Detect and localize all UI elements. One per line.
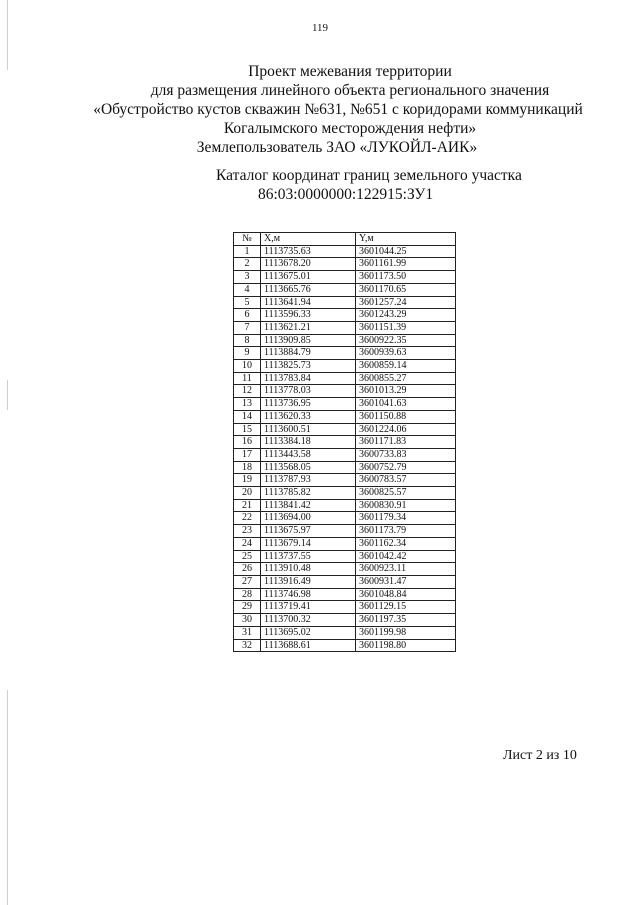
x-coordinate-cell: 1113909.85 bbox=[261, 334, 356, 347]
y-coordinate-cell: 3601150.88 bbox=[356, 410, 456, 423]
point-number-cell: 21 bbox=[234, 499, 261, 512]
column-header-x: X,м bbox=[261, 233, 356, 246]
y-coordinate-cell: 3600939.63 bbox=[356, 347, 456, 360]
x-coordinate-cell: 1113596.33 bbox=[261, 309, 356, 322]
y-coordinate-cell: 3601224.06 bbox=[356, 423, 456, 436]
x-coordinate-cell: 1113783.84 bbox=[261, 372, 356, 385]
page-number: 119 bbox=[311, 22, 329, 34]
point-number-cell: 30 bbox=[234, 614, 261, 627]
point-number-cell: 18 bbox=[234, 461, 261, 474]
y-coordinate-cell: 3601129.15 bbox=[356, 601, 456, 614]
point-number-cell: 17 bbox=[234, 448, 261, 461]
coordinates-table bbox=[233, 232, 456, 652]
title-line: Проект межевания территории bbox=[248, 63, 452, 80]
point-number-cell: 9 bbox=[234, 347, 261, 360]
point-number-cell: 14 bbox=[234, 410, 261, 423]
table-row bbox=[234, 296, 456, 309]
point-number-cell: 5 bbox=[234, 296, 261, 309]
point-number-cell: 12 bbox=[234, 385, 261, 398]
point-number-cell: 1 bbox=[234, 245, 261, 258]
x-coordinate-cell: 1113679.14 bbox=[261, 537, 356, 550]
y-coordinate-cell: 3601161.99 bbox=[356, 258, 456, 271]
table-row bbox=[234, 423, 456, 436]
catalog-heading bbox=[0, 166, 640, 204]
column-header-y: Y,м bbox=[356, 233, 456, 246]
y-coordinate-cell: 3601042.42 bbox=[356, 550, 456, 563]
point-number-cell: 4 bbox=[234, 283, 261, 296]
table-row bbox=[234, 575, 456, 588]
point-number-cell: 6 bbox=[234, 309, 261, 322]
y-coordinate-cell: 3600783.57 bbox=[356, 474, 456, 487]
x-coordinate-cell: 1113678.20 bbox=[261, 258, 356, 271]
x-coordinate-cell: 1113695.02 bbox=[261, 626, 356, 639]
point-number-cell: 26 bbox=[234, 563, 261, 576]
table-row bbox=[234, 385, 456, 398]
table-header-row bbox=[234, 233, 456, 246]
binding-margin-mark bbox=[7, 0, 8, 70]
table-row bbox=[234, 614, 456, 627]
x-coordinate-cell: 1113787.93 bbox=[261, 474, 356, 487]
point-number-cell: 20 bbox=[234, 487, 261, 500]
point-number-cell: 2 bbox=[234, 258, 261, 271]
x-coordinate-cell: 1113785.82 bbox=[261, 487, 356, 500]
point-number-cell: 19 bbox=[234, 474, 261, 487]
point-number-cell: 15 bbox=[234, 423, 261, 436]
y-coordinate-cell: 3601048.84 bbox=[356, 588, 456, 601]
table-row bbox=[234, 639, 456, 652]
x-coordinate-cell: 1113688.61 bbox=[261, 639, 356, 652]
point-number-cell: 11 bbox=[234, 372, 261, 385]
x-coordinate-cell: 1113735.63 bbox=[261, 245, 356, 258]
table-row bbox=[234, 563, 456, 576]
table-row bbox=[234, 512, 456, 525]
point-number-cell: 16 bbox=[234, 436, 261, 449]
table-row bbox=[234, 550, 456, 563]
y-coordinate-cell: 3601171.83 bbox=[356, 436, 456, 449]
point-number-cell: 13 bbox=[234, 398, 261, 411]
table-row bbox=[234, 525, 456, 538]
y-coordinate-cell: 3601198.80 bbox=[356, 639, 456, 652]
point-number-cell: 10 bbox=[234, 360, 261, 373]
cadastral-number: 86:03:0000000:122915:ЗУ1 bbox=[258, 186, 434, 203]
y-coordinate-cell: 3601162.34 bbox=[356, 537, 456, 550]
table-row bbox=[234, 360, 456, 373]
point-number-cell: 25 bbox=[234, 550, 261, 563]
x-coordinate-cell: 1113675.97 bbox=[261, 525, 356, 538]
y-coordinate-cell: 3601041.63 bbox=[356, 398, 456, 411]
y-coordinate-cell: 3600733.83 bbox=[356, 448, 456, 461]
x-coordinate-cell: 1113910.48 bbox=[261, 563, 356, 576]
table-row bbox=[234, 245, 456, 258]
table-row bbox=[234, 499, 456, 512]
table-row bbox=[234, 372, 456, 385]
x-coordinate-cell: 1113825.73 bbox=[261, 360, 356, 373]
y-coordinate-cell: 3601179.34 bbox=[356, 512, 456, 525]
table-row bbox=[234, 626, 456, 639]
x-coordinate-cell: 1113443.58 bbox=[261, 448, 356, 461]
table-row bbox=[234, 601, 456, 614]
x-coordinate-cell: 1113719.41 bbox=[261, 601, 356, 614]
x-coordinate-cell: 1113694.00 bbox=[261, 512, 356, 525]
sheet-label: Лист 2 из 10 bbox=[503, 748, 577, 763]
y-coordinate-cell: 3600855.27 bbox=[356, 372, 456, 385]
binding-margin-mark bbox=[7, 380, 8, 410]
x-coordinate-cell: 1113641.94 bbox=[261, 296, 356, 309]
table-row bbox=[234, 398, 456, 411]
y-coordinate-cell: 3601173.79 bbox=[356, 525, 456, 538]
table-row bbox=[234, 474, 456, 487]
x-coordinate-cell: 1113737.55 bbox=[261, 550, 356, 563]
x-coordinate-cell: 1113736.95 bbox=[261, 398, 356, 411]
table-row bbox=[234, 283, 456, 296]
x-coordinate-cell: 1113384.18 bbox=[261, 436, 356, 449]
table-row bbox=[234, 321, 456, 334]
y-coordinate-cell: 3601013.29 bbox=[356, 385, 456, 398]
y-coordinate-cell: 3600825.57 bbox=[356, 487, 456, 500]
table-row bbox=[234, 461, 456, 474]
y-coordinate-cell: 3601257.24 bbox=[356, 296, 456, 309]
table-row bbox=[234, 436, 456, 449]
y-coordinate-cell: 3601199.98 bbox=[356, 626, 456, 639]
x-coordinate-cell: 1113916.49 bbox=[261, 575, 356, 588]
point-number-cell: 24 bbox=[234, 537, 261, 550]
table-row bbox=[234, 588, 456, 601]
x-coordinate-cell: 1113665.76 bbox=[261, 283, 356, 296]
y-coordinate-cell: 3600859.14 bbox=[356, 360, 456, 373]
y-coordinate-cell: 3601170.65 bbox=[356, 283, 456, 296]
table-row bbox=[234, 347, 456, 360]
title-line: «Обустройство кустов скважин №631, №651 с коридорами коммуникаций bbox=[93, 101, 583, 118]
y-coordinate-cell: 3600922.35 bbox=[356, 334, 456, 347]
land-user-line: Землепользователь ЗАО «ЛУКОЙЛ-АИК» bbox=[196, 139, 478, 156]
point-number-cell: 29 bbox=[234, 601, 261, 614]
x-coordinate-cell: 1113600.51 bbox=[261, 423, 356, 436]
point-number-cell: 8 bbox=[234, 334, 261, 347]
x-coordinate-cell: 1113778.03 bbox=[261, 385, 356, 398]
y-coordinate-cell: 3601173.50 bbox=[356, 271, 456, 284]
document-title bbox=[0, 62, 640, 157]
point-number-cell: 31 bbox=[234, 626, 261, 639]
column-header-number: № bbox=[234, 233, 261, 246]
table-row bbox=[234, 448, 456, 461]
x-coordinate-cell: 1113700.32 bbox=[261, 614, 356, 627]
table-row bbox=[234, 334, 456, 347]
point-number-cell: 3 bbox=[234, 271, 261, 284]
x-coordinate-cell: 1113841.42 bbox=[261, 499, 356, 512]
point-number-cell: 7 bbox=[234, 321, 261, 334]
table-row bbox=[234, 271, 456, 284]
x-coordinate-cell: 1113884.79 bbox=[261, 347, 356, 360]
binding-margin-mark bbox=[7, 690, 8, 905]
y-coordinate-cell: 3600830.91 bbox=[356, 499, 456, 512]
y-coordinate-cell: 3601044.25 bbox=[356, 245, 456, 258]
y-coordinate-cell: 3600931.47 bbox=[356, 575, 456, 588]
y-coordinate-cell: 3601197.35 bbox=[356, 614, 456, 627]
y-coordinate-cell: 3601243.29 bbox=[356, 309, 456, 322]
point-number-cell: 23 bbox=[234, 525, 261, 538]
x-coordinate-cell: 1113568.05 bbox=[261, 461, 356, 474]
point-number-cell: 27 bbox=[234, 575, 261, 588]
x-coordinate-cell: 1113620.33 bbox=[261, 410, 356, 423]
table-row bbox=[234, 537, 456, 550]
title-line: для размещения линейного объекта регионального значения bbox=[150, 82, 550, 99]
point-number-cell: 22 bbox=[234, 512, 261, 525]
title-line: Когалымского месторождения нефти» bbox=[223, 120, 477, 137]
x-coordinate-cell: 1113746.98 bbox=[261, 588, 356, 601]
catalog-title: Каталог координат границ земельного участка bbox=[216, 167, 522, 184]
x-coordinate-cell: 1113621.21 bbox=[261, 321, 356, 334]
table-row bbox=[234, 410, 456, 423]
table-row bbox=[234, 487, 456, 500]
x-coordinate-cell: 1113675.01 bbox=[261, 271, 356, 284]
y-coordinate-cell: 3600752.79 bbox=[356, 461, 456, 474]
point-number-cell: 32 bbox=[234, 639, 261, 652]
y-coordinate-cell: 3600923.11 bbox=[356, 563, 456, 576]
point-number-cell: 28 bbox=[234, 588, 261, 601]
table-row bbox=[234, 258, 456, 271]
table-row bbox=[234, 309, 456, 322]
y-coordinate-cell: 3601151.39 bbox=[356, 321, 456, 334]
